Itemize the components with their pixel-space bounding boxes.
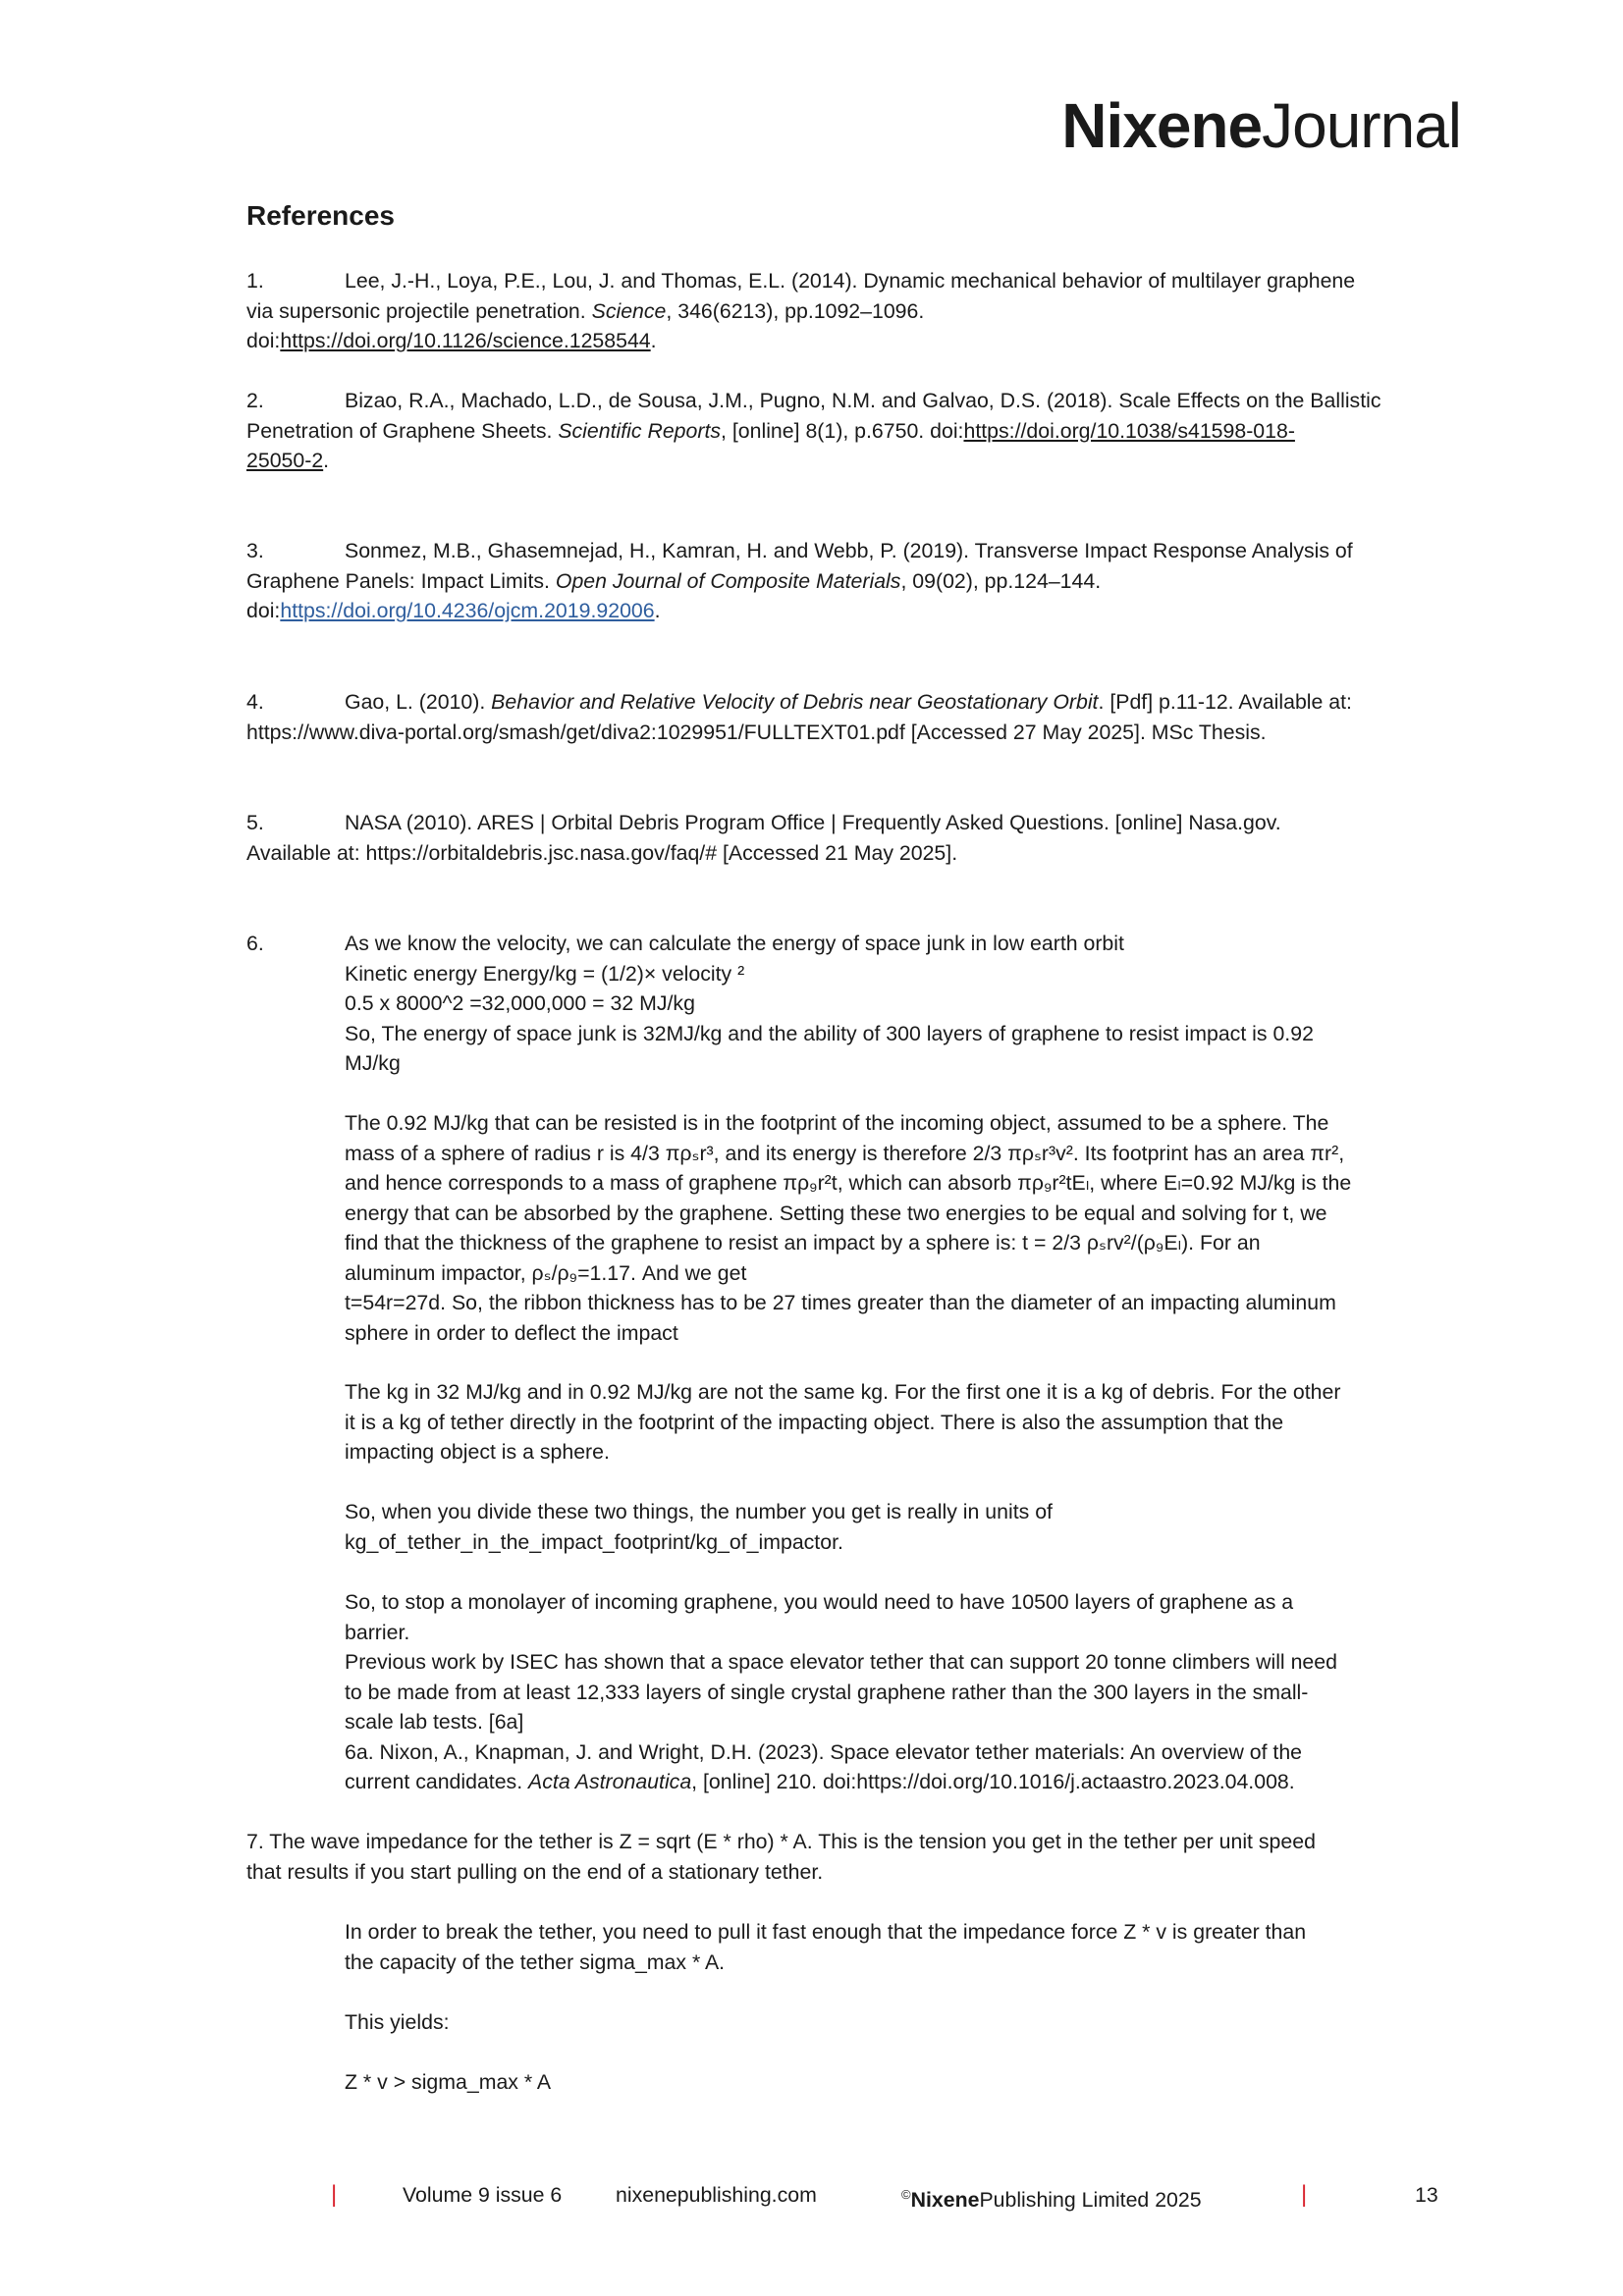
ref-number: 1. <box>246 269 264 293</box>
ref-line: that results if you start pulling on the end of a stationary tether. <box>246 1859 824 1884</box>
page-number: 13 <box>1415 2183 1438 2207</box>
divider-bar: | <box>331 2181 338 2208</box>
ref-line: Previous work by ISEC has shown that a space elevator tether that can support 20 tonne climbers will need <box>345 1650 1337 1674</box>
ref-title: Behavior and Relative Velocity of Debris near Geostationary Orbit <box>491 690 1099 714</box>
ref-line: 6a. Nixon, A., Knapman, J. and Wright, D.H. (2023). Space elevator tether materials: An overview of the <box>345 1739 1303 1764</box>
ref-number: 5. <box>246 811 264 834</box>
doi-link[interactable]: https://doi.org/10.4236/ojcm.2019.92006 <box>280 599 655 622</box>
ref-line: 0.5 x 8000^2 =32,000,000 = 32 MJ/kg <box>345 991 695 1015</box>
reference-5 <box>246 808 1425 868</box>
ref-line: find that the thickness of the graphene to resist an impact by a sphere is: t = 2/3 ρₛrv²/(ρ₉Eₗ). For an <box>345 1231 1261 1255</box>
ref-text: . <box>654 599 661 622</box>
ref-text: NASA (2010). ARES | Orbital Debris Program Office | Frequently Asked Questions. [online] Nasa.gov. <box>345 811 1281 834</box>
ref-text: Lee, J.-H., Loya, P.E., Lou, J. and Thomas, E.L. (2014). Dynamic mechanical behavior of multilayer graphene <box>345 269 1356 293</box>
ref-line: MJ/kg <box>345 1051 401 1075</box>
ref-text: Gao, L. (2010). <box>345 690 492 714</box>
ref-text: , [online] 8(1), p.6750. doi: <box>721 418 964 443</box>
ref-line: In order to break the tether, you need to pull it fast enough that the impedance force Z * v is greater than <box>345 1920 1307 1944</box>
ref-line: t=54r=27d. So, the ribbon thickness has to be 27 times greater than the diameter of an impacting aluminum <box>345 1291 1336 1314</box>
logo-bold-text: Nixene <box>1061 90 1263 161</box>
ref-line: it is a kg of tether directly in the footprint of the impacting object. There is also the assumption that the <box>345 1410 1284 1434</box>
references-heading: References <box>246 200 395 231</box>
ref-line: aluminum impactor, ρₛ/ρ₉=1.17. And we get <box>345 1260 747 1285</box>
footer-copyright <box>901 2180 1202 2215</box>
ref-line: mass of a sphere of radius r is 4/3 πρₛr³, and its energy is therefore 2/3 πρₛr³v². Its footprint has an area πr², <box>345 1141 1345 1165</box>
ref-line: The kg in 32 MJ/kg and in 0.92 MJ/kg are not the same kg. For the first one it is a kg of debris. For the other <box>345 1380 1341 1404</box>
reference-7 <box>246 1827 1425 1887</box>
ref-text: , 346(6213), pp.1092–1096. <box>666 298 925 323</box>
doi-link-continued[interactable]: 25050-2 <box>246 449 324 472</box>
ref-text: Graphene Panels: Impact Limits. <box>246 568 556 593</box>
ref-line: kg_of_tether_in_the_impact_footprint/kg_of_impactor. <box>345 1529 843 1554</box>
ref-line: As we know the velocity, we can calculate the energy of space junk in low earth orbit <box>345 932 1124 955</box>
ref-number: 2. <box>246 389 264 412</box>
footer-volume: Volume 9 issue 6 <box>403 2183 563 2207</box>
reference-6-para-1 <box>345 929 1425 1079</box>
reference-6-para-2 <box>345 1108 1425 1348</box>
ref-text: . [Pdf] p.11-12. Available at: <box>1098 690 1352 714</box>
logo-light-text: Journal <box>1262 90 1461 161</box>
ref-line: sphere in order to deflect the impact <box>345 1320 678 1345</box>
ref-text: , [online] 210. doi:https://doi.org/10.1016/j.actaastro.2023.04.008. <box>691 1770 1295 1793</box>
ref-text: via supersonic projectile penetration. <box>246 298 592 323</box>
footer-divider-right <box>1301 2180 1307 2210</box>
ref-line: energy that can be absorbed by the graphene. Setting these two energies to be equal and solving for t, we <box>345 1201 1327 1225</box>
ref-text: , 09(02), pp.124–144. <box>900 568 1102 593</box>
reference-3 <box>246 536 1425 626</box>
ref-text: doi: <box>246 329 281 352</box>
ref-text: Available at: https://orbitaldebris.jsc.nasa.gov/faq/# [Accessed 21 May 2025]. <box>246 840 958 865</box>
reference-7-para-2: This yields: <box>345 2010 450 2034</box>
ref-line: barrier. <box>345 1620 410 1644</box>
ref-journal: Scientific Reports <box>558 418 722 443</box>
ref-text: current candidates. <box>345 1770 529 1793</box>
ref-line: impacting object is a sphere. <box>345 1440 610 1464</box>
ref-journal: Open Journal of Composite Materials <box>555 568 901 593</box>
divider-bar: | <box>1301 2181 1308 2208</box>
ref-line: the capacity of the tether sigma_max * A. <box>345 1949 726 1974</box>
ref-line: scale lab tests. [6a] <box>345 1710 524 1734</box>
ref-number: 6. <box>246 932 264 955</box>
doi-link[interactable]: https://doi.org/10.1126/science.1258544 <box>280 329 651 352</box>
copyright-symbol: © <box>901 2187 911 2202</box>
ref-line: So, when you divide these two things, the number you get is really in units of <box>345 1500 1053 1523</box>
journal-logo <box>1061 90 1461 161</box>
ref-line: So, to stop a monolayer of incoming graphene, you would need to have 10500 layers of graphene as a <box>345 1590 1294 1614</box>
copyright-text: Publishing Limited 2025 <box>979 2188 1202 2213</box>
reference-6-para-5 <box>345 1587 1425 1797</box>
footer-divider-left <box>331 2180 337 2210</box>
doi-link[interactable]: https://doi.org/10.1038/s41598-018- <box>963 418 1295 443</box>
reference-6-para-3 <box>345 1377 1425 1468</box>
reference-1 <box>246 266 1425 356</box>
ref-text: Sonmez, M.B., Ghasemnejad, H., Kamran, H. and Webb, P. (2019). Transverse Impact Response Analysis of <box>345 539 1353 562</box>
ref-number: 4. <box>246 690 264 714</box>
reference-6-para-4 <box>345 1497 1425 1557</box>
ref-text: Penetration of Graphene Sheets. <box>246 418 559 443</box>
ref-text: Bizao, R.A., Machado, L.D., de Sousa, J.M., Pugno, N.M. and Galvao, D.S. (2018). Scale Effects on the Ballistic <box>345 389 1381 412</box>
ref-line: Kinetic energy Energy/kg = (1/2)× velocity ² <box>345 961 745 986</box>
ref-text: doi: <box>246 599 281 622</box>
reference-7-para-1 <box>345 1917 1425 1977</box>
copyright-brand: Nixene <box>910 2188 980 2213</box>
ref-url-line: https://www.diva-portal.org/smash/get/diva2:1029951/FULLTEXT01.pdf [Accessed 27 May 2025]. MSc Thesis. <box>246 720 1267 744</box>
ref-text: . <box>650 329 657 352</box>
footer-site: nixenepublishing.com <box>616 2183 817 2207</box>
ref-number: 3. <box>246 539 264 562</box>
ref-line: to be made from at least 12,333 layers of single crystal graphene rather than the 300 layers in the small- <box>345 1680 1309 1704</box>
ref-line: So, The energy of space junk is 32MJ/kg and the ability of 300 layers of graphene to resist impact is 0.92 <box>345 1021 1314 1045</box>
ref-text: . <box>323 449 330 472</box>
ref-line: 7. The wave impedance for the tether is Z = sqrt (E * rho) * A. This is the tension you get in the tether per unit speed <box>246 1830 1316 1853</box>
ref-line: The 0.92 MJ/kg that can be resisted is in the footprint of the incoming object, assumed to be a sphere. The <box>345 1111 1329 1135</box>
ref-line: and hence corresponds to a mass of graphene πρ₉r²t, which can absorb πρ₉r²tEₗ, where Eₗ=0.92 MJ/kg is the <box>345 1171 1352 1195</box>
reference-2 <box>246 386 1425 476</box>
reference-7-para-3: Z * v > sigma_max * A <box>345 2070 552 2094</box>
reference-4 <box>246 687 1425 747</box>
ref-journal: Science <box>591 298 667 323</box>
ref-journal: Acta Astronautica <box>528 1770 692 1793</box>
